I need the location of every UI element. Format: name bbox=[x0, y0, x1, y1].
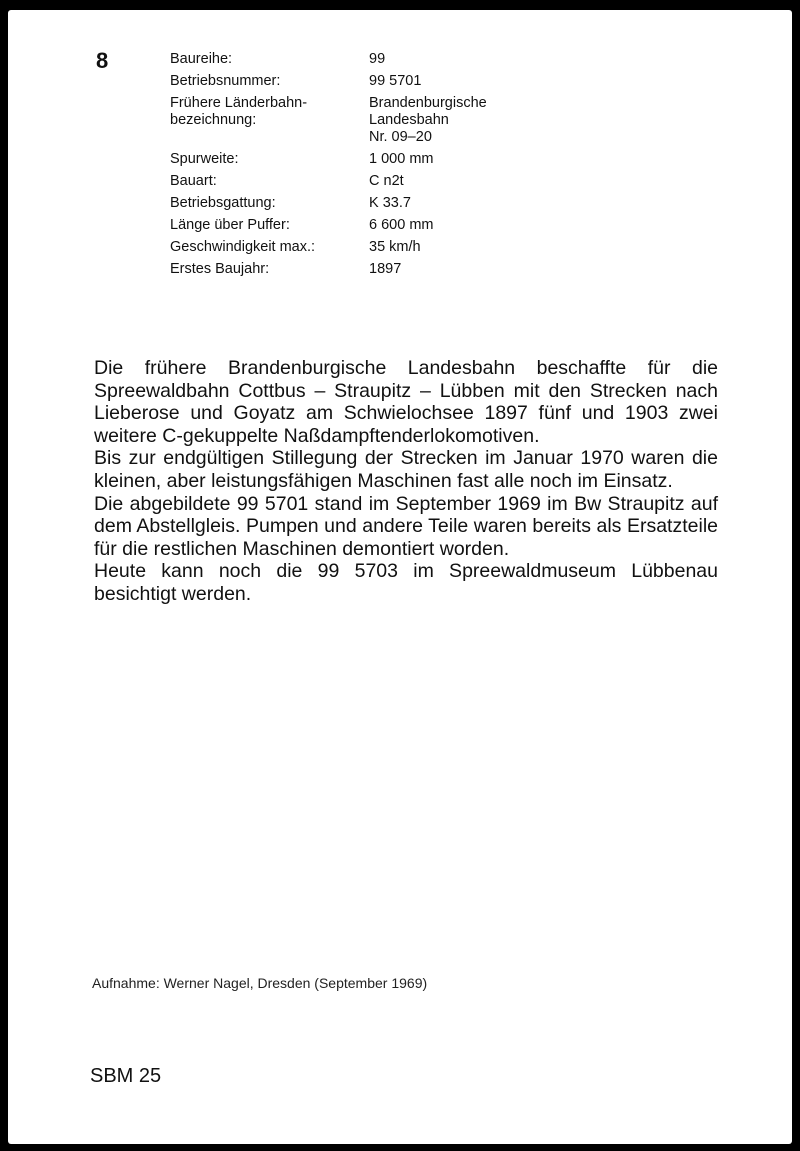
spec-label: Baureihe: bbox=[170, 51, 233, 67]
spec-label: Spurweite: bbox=[170, 151, 239, 167]
spec-value: 99 bbox=[369, 51, 386, 67]
description-paragraph: Heute kann noch die 99 5703 im Spreewaldmuseum Lübbenau besichtigt werden. bbox=[94, 560, 718, 605]
spec-row bbox=[170, 195, 590, 212]
postcard-back bbox=[8, 10, 792, 1144]
spec-value: 35 km/h bbox=[369, 239, 421, 255]
spec-row bbox=[170, 173, 590, 190]
spec-label: Bauart: bbox=[170, 173, 217, 189]
spec-value: 99 5701 bbox=[369, 73, 422, 89]
photo-credit: Aufnahme: Werner Nagel, Dresden (September 1969) bbox=[92, 975, 428, 991]
description-paragraph: Die frühere Brandenburgische Landesbahn beschaffte für die Spreewaldbahn Cottbus – Straupitz – Lübben mit den Strecken nach Lieberose und Goyatz am Schwielochsee 1897 fünf und 1903 zwei weitere C-gekuppelte Naßdampftenderlokomotiven. bbox=[94, 357, 718, 447]
spec-row bbox=[170, 95, 590, 146]
spec-value: K 33.7 bbox=[369, 195, 411, 211]
spec-value: C n2t bbox=[369, 173, 404, 189]
spec-row bbox=[170, 261, 590, 278]
spec-label: Betriebsnummer: bbox=[170, 73, 281, 89]
spec-label: Frühere Länderbahn- bezeichnung: bbox=[170, 95, 308, 128]
spec-label: Länge über Puffer: bbox=[170, 217, 290, 233]
spec-value: Brandenburgische Landesbahn Nr. 09–20 bbox=[369, 95, 487, 145]
spec-label: Erstes Baujahr: bbox=[170, 261, 270, 277]
series-code: SBM 25 bbox=[90, 1065, 162, 1087]
spec-value: 6 600 mm bbox=[369, 217, 434, 233]
spec-row bbox=[170, 151, 590, 168]
spec-table bbox=[170, 51, 590, 283]
spec-row bbox=[170, 239, 590, 256]
spec-row bbox=[170, 217, 590, 234]
spec-label: Betriebsgattung: bbox=[170, 195, 276, 211]
description-paragraph: Die abgebildete 99 5701 stand im September 1969 im Bw Straupitz auf dem Abstellgleis. Pumpen und andere Teile waren bereits als Ersatzteile für die restlichen Maschinen demontiert worden. bbox=[94, 492, 718, 560]
spec-row bbox=[170, 51, 590, 68]
spec-row bbox=[170, 73, 590, 90]
spec-value: 1 000 mm bbox=[369, 151, 434, 167]
spec-label: Geschwindigkeit max.: bbox=[170, 239, 316, 255]
description-paragraph: Bis zur endgültigen Stillegung der Strecken im Januar 1970 waren die kleinen, aber leistungsfähigen Maschinen fast alle noch im Einsatz. bbox=[94, 447, 718, 492]
spec-value: 1897 bbox=[369, 261, 402, 277]
card-number: 8 bbox=[96, 48, 109, 73]
description-text bbox=[94, 357, 718, 606]
